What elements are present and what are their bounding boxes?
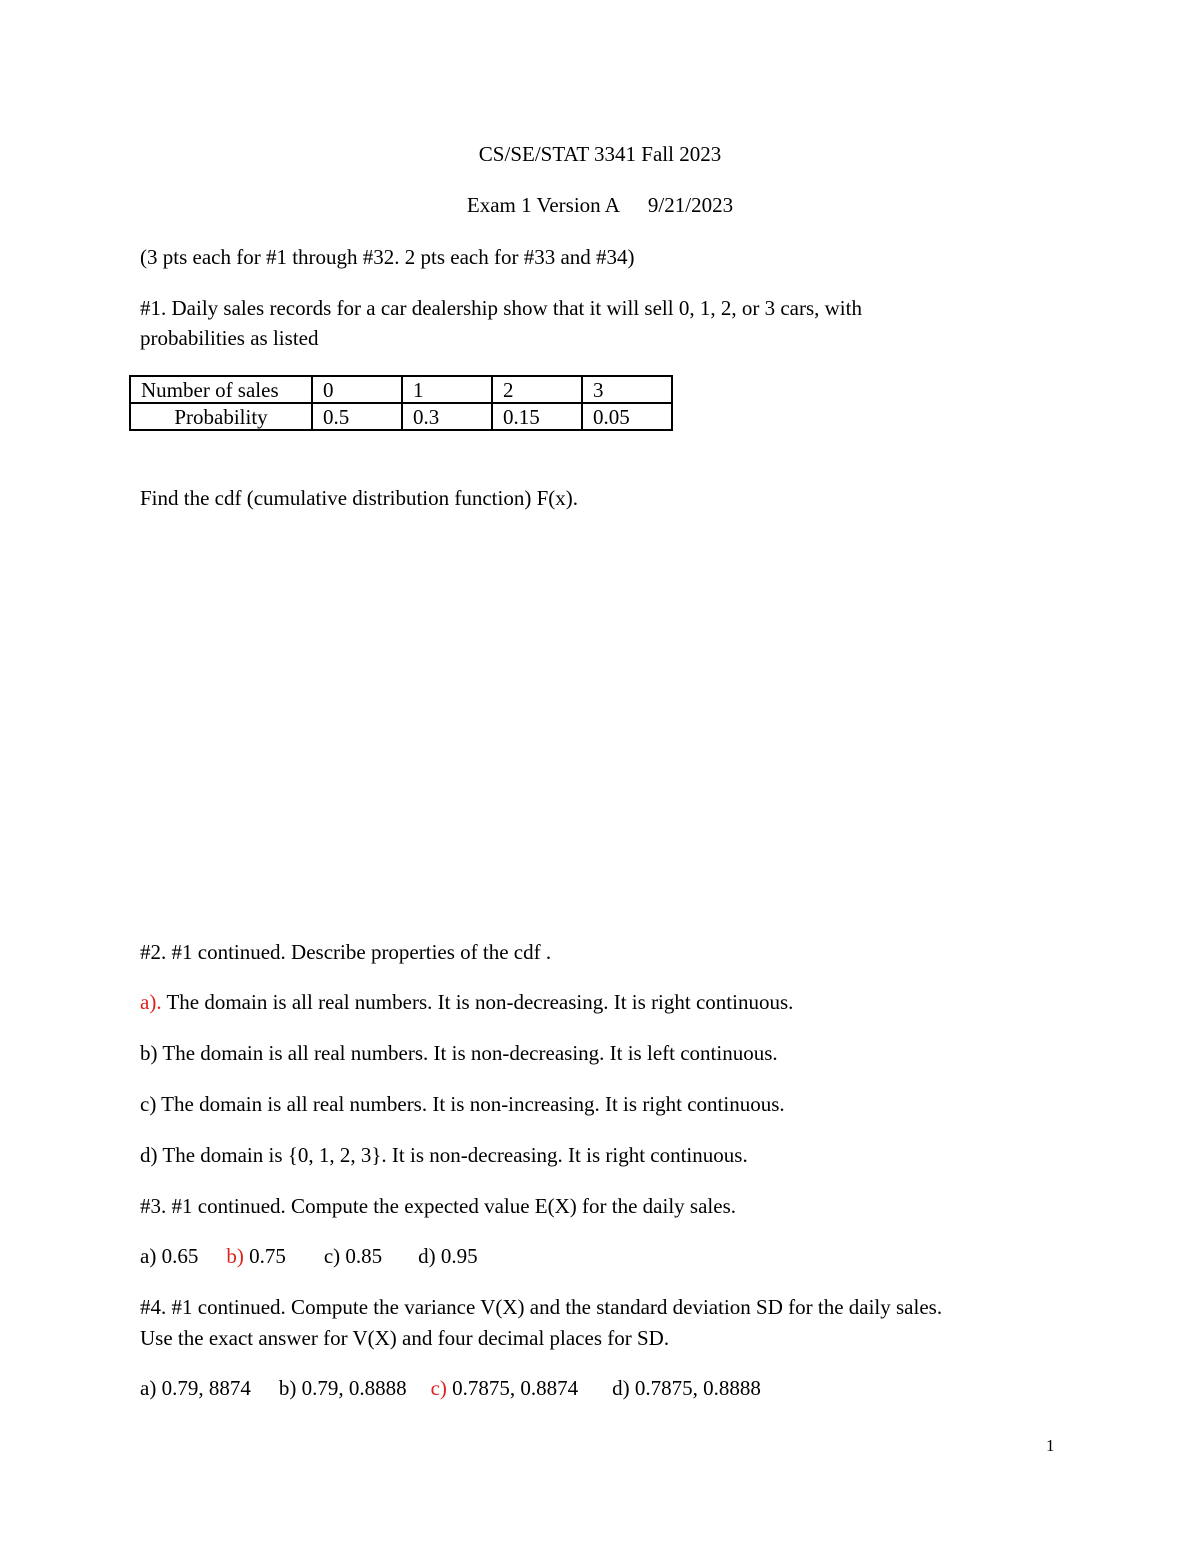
table-cell: Number of sales bbox=[130, 376, 312, 403]
q2-option-c: c) The domain is all real numbers. It is non-increasing. It is right continuous. bbox=[140, 1092, 785, 1116]
q4-text-line2: Use the exact answer for V(X) and four decimal places for SD. bbox=[140, 1326, 670, 1350]
table-cell: 0 bbox=[312, 376, 402, 403]
table-cell: 0.15 bbox=[492, 403, 582, 430]
q2-answer-marker: a). bbox=[140, 990, 162, 1014]
q3-stem: #3. #1 continued. Compute the expected value E(X) for the daily sales. bbox=[140, 1194, 736, 1218]
q2-option-d: d) The domain is {0, 1, 2, 3}. It is non-decreasing. It is right continuous. bbox=[140, 1143, 748, 1167]
exam-date: 9/21/2023 bbox=[647, 193, 734, 217]
q2-option-b: b) The domain is all real numbers. It is non-decreasing. It is left continuous. bbox=[140, 1041, 778, 1065]
q1-prompt: Find the cdf (cumulative distribution function) F(x). bbox=[140, 486, 579, 510]
table-cell: 3 bbox=[582, 376, 672, 403]
exam-version-line bbox=[0, 193, 1200, 218]
table-cell: 0.3 bbox=[402, 403, 492, 430]
q1-text-line2: probabilities as listed bbox=[140, 326, 319, 350]
q4-option-d: d) 0.7875, 0.8888 bbox=[612, 1376, 761, 1400]
q4-options bbox=[140, 1373, 761, 1403]
q4-option-c-text: 0.7875, 0.8874 bbox=[446, 1376, 579, 1400]
q4-answer-marker: c) bbox=[430, 1376, 447, 1400]
table-cell: 0.5 bbox=[312, 403, 402, 430]
q2-stem: #2. #1 continued. Describe properties of the cdf . bbox=[140, 940, 552, 964]
q1-text-line1: #1. Daily sales records for a car dealership show that it will sell 0, 1, 2, or 3 cars, with bbox=[140, 296, 862, 320]
q4-option-b: b) 0.79, 0.8888 bbox=[278, 1376, 407, 1400]
q3-answer-marker: b) bbox=[226, 1244, 244, 1268]
page-number: 1 bbox=[1046, 1436, 1055, 1455]
q2-option-a bbox=[140, 987, 793, 1017]
q2-option-a-text: The domain is all real numbers. It is non-decreasing. It is right continuous. bbox=[161, 990, 794, 1014]
table-cell: 0.05 bbox=[582, 403, 672, 430]
table-row bbox=[130, 376, 672, 403]
q4-text-line1: #4. #1 continued. Compute the variance V(X) and the standard deviation SD for the daily sales. bbox=[140, 1295, 943, 1319]
table-cell: 1 bbox=[402, 376, 492, 403]
sales-probability-table bbox=[129, 375, 673, 431]
q3-option-a: a) 0.65 bbox=[140, 1244, 199, 1268]
q3-option-c: c) 0.85 bbox=[323, 1244, 383, 1268]
q3-option-d: d) 0.95 bbox=[418, 1244, 478, 1268]
exam-version: Exam 1 Version A bbox=[466, 193, 620, 217]
course-title: CS/SE/STAT 3341 Fall 2023 bbox=[478, 142, 722, 166]
q3-options bbox=[140, 1241, 478, 1271]
table-row bbox=[130, 403, 672, 430]
q4-option-a: a) 0.79, 8874 bbox=[140, 1376, 251, 1400]
table-cell: 2 bbox=[492, 376, 582, 403]
q3-option-b-text: 0.75 bbox=[243, 1244, 286, 1268]
points-note: (3 pts each for #1 through #32. 2 pts each for #33 and #34) bbox=[140, 245, 635, 269]
table-cell: Probability bbox=[130, 403, 312, 430]
